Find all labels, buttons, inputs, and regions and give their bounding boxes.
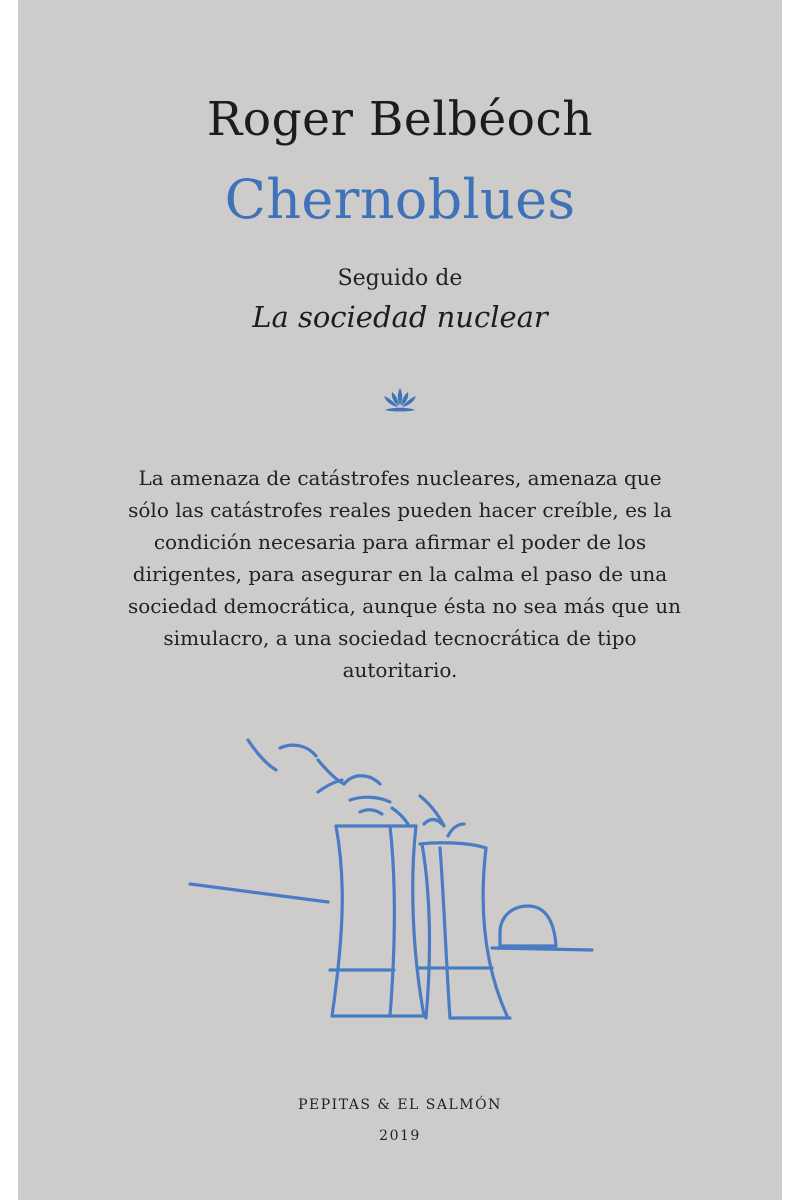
blurb-line: autoritario. (342, 658, 458, 682)
book-title: Chernoblues (224, 168, 576, 231)
book-cover (18, 0, 782, 1200)
blurb-line: sólo las catástrofes reales pueden hacer creíble, es la (128, 498, 672, 522)
lotus-ornament-icon (380, 386, 420, 416)
blurb-line: sociedad democrática, aunque ésta no sea más que un (128, 594, 682, 618)
publication-year: 2019 (379, 1128, 421, 1144)
nuclear-plant-illustration (18, 700, 782, 1040)
subtitle-lead: Seguido de (337, 266, 463, 291)
blurb-line: condición necesaria para afirmar el poder de los (153, 530, 647, 554)
blurb-text (128, 462, 682, 686)
author-name: Roger Belbéoch (206, 92, 594, 147)
subtitle-main: La sociedad nuclear (252, 300, 548, 334)
publisher-name: PEPITAS & EL SALMÓN (298, 1097, 502, 1113)
blurb-line: dirigentes, para asegurar en la calma el paso de una (132, 562, 668, 586)
blurb-line: La amenaza de catástrofes nucleares, amenaza que (138, 466, 662, 490)
blurb-line: simulacro, a una sociedad tecnocrática de tipo (163, 626, 637, 650)
